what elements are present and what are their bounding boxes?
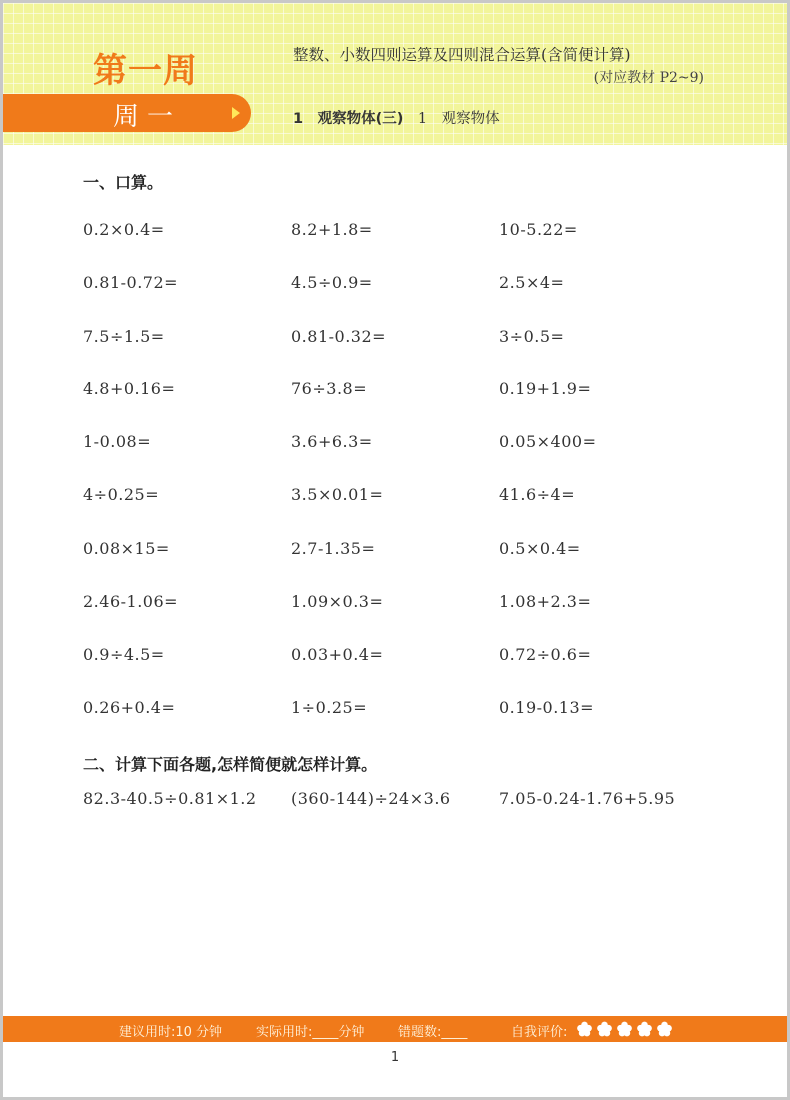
problem: (360-144)÷24×3.6 xyxy=(291,789,451,808)
problem: 3.6+6.3= xyxy=(291,432,373,451)
problem: 41.6÷4= xyxy=(499,485,576,504)
flower-icon xyxy=(616,1021,633,1037)
lesson-rest: 1 观察物体 xyxy=(417,111,500,127)
day-banner xyxy=(3,94,251,132)
problem: 2.7-1.35= xyxy=(291,539,376,558)
problem: 0.08×15= xyxy=(83,539,170,558)
flower-icon xyxy=(636,1021,653,1037)
problem: 0.26+0.4= xyxy=(83,698,176,717)
week-title: 第一周 xyxy=(93,51,198,91)
problem: 0.05×400= xyxy=(499,432,597,451)
self-evaluation-label: 自我评价: xyxy=(511,1025,568,1040)
problem: 2.46-1.06= xyxy=(83,592,179,611)
problem: 76÷3.8= xyxy=(291,379,368,398)
page-number: 1 xyxy=(390,1050,400,1065)
problem: 4.8+0.16= xyxy=(83,379,176,398)
arrow-right-icon xyxy=(232,107,240,119)
problem: 4.5÷0.9= xyxy=(291,273,373,292)
problem: 0.19-0.13= xyxy=(499,698,595,717)
actual-time: 实际用时:____分钟 xyxy=(256,1025,365,1040)
problem: 0.72÷0.6= xyxy=(499,645,592,664)
section-1-title: 一、口算。 xyxy=(83,173,164,192)
problem: 0.5×0.4= xyxy=(499,539,581,558)
problem: 4÷0.25= xyxy=(83,485,160,504)
problem: 8.2+1.8= xyxy=(291,220,373,239)
problem: 3÷0.5= xyxy=(499,327,565,346)
problem: 7.5÷1.5= xyxy=(83,327,165,346)
flower-icon xyxy=(576,1021,593,1037)
flower-icon xyxy=(596,1021,613,1037)
flower-icon xyxy=(656,1021,673,1037)
problem: 0.81-0.72= xyxy=(83,273,179,292)
problem: 0.03+0.4= xyxy=(291,645,384,664)
lesson-bold: 1 观察物体(三) xyxy=(293,111,404,127)
section-2-title: 二、计算下面各题,怎样简便就怎样计算。 xyxy=(83,755,378,774)
problem: 1.09×0.3= xyxy=(291,592,384,611)
problem: 0.9÷4.5= xyxy=(83,645,165,664)
problem: 10-5.22= xyxy=(499,220,578,239)
problem: 7.05-0.24-1.76+5.95 xyxy=(499,789,676,808)
subject-title: 整数、小数四则运算及四则混合运算(含简便计算) xyxy=(293,46,631,64)
problem: 3.5×0.01= xyxy=(291,485,384,504)
problem: 82.3-40.5÷0.81×1.2 xyxy=(83,789,257,808)
lesson-title xyxy=(293,107,500,128)
textbook-reference: (对应教材 P2~9) xyxy=(593,70,704,86)
problem: 0.2×0.4= xyxy=(83,220,165,239)
error-count: 错题数:____ xyxy=(398,1025,468,1040)
problem: 1÷0.25= xyxy=(291,698,368,717)
footer-bar xyxy=(3,1016,787,1042)
problem: 0.19+1.9= xyxy=(499,379,592,398)
problem: 1.08+2.3= xyxy=(499,592,592,611)
rating-flowers xyxy=(576,1021,673,1037)
problem: 2.5×4= xyxy=(499,273,565,292)
day-label: 周一 xyxy=(113,102,182,132)
problem: 1-0.08= xyxy=(83,432,152,451)
problem: 0.81-0.32= xyxy=(291,327,387,346)
suggested-time: 建议用时:10 分钟 xyxy=(119,1025,223,1040)
